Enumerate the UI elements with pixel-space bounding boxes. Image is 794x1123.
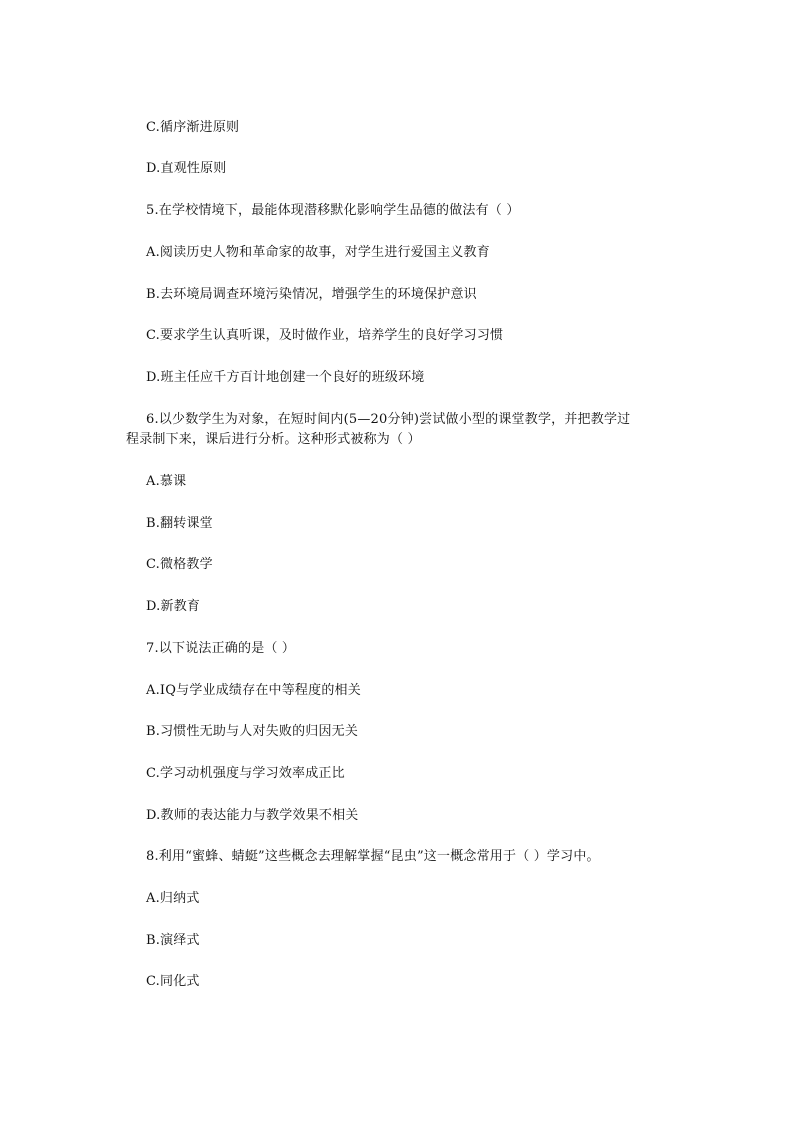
question-5: 5.在学校情境下，最能体现潜移默化影响学生品德的做法有（ ）: [146, 203, 520, 218]
option-q8-a: A.归纳式: [146, 891, 200, 906]
option-q8-c: C.同化式: [146, 974, 200, 989]
option-q4-c: C.循序渐进原则: [146, 120, 240, 135]
option-q8-b: B.演绎式: [146, 933, 200, 948]
question-6-line-2: 程录制下来，课后进行分析。这种形式被称为（ ）: [126, 432, 421, 447]
option-q7-b: B.习惯性无助与人对失败的归因无关: [146, 724, 359, 739]
option-q7-c: C.学习动机强度与学习效率成正比: [146, 766, 345, 781]
option-q6-d: D.新教育: [146, 599, 201, 614]
option-q5-a: A.阅读历史人物和革命家的故事，对学生进行爱国主义教育: [146, 245, 490, 260]
option-q4-d: D.直观性原则: [146, 161, 227, 176]
option-q5-b: B.去环境局调查环境污染情况，增强学生的环境保护意识: [146, 287, 477, 302]
question-7: 7.以下说法正确的是（ ）: [146, 641, 296, 656]
option-q5-c: C.要求学生认真听课，及时做作业，培养学生的良好学习习惯: [146, 328, 504, 343]
option-q6-a: A.慕课: [146, 474, 187, 489]
option-q7-d: D.教师的表达能力与教学效果不相关: [146, 808, 359, 823]
option-q6-b: B.翻转课堂: [146, 516, 213, 531]
option-q6-c: C.微格教学: [146, 557, 213, 572]
question-6-line-1: 6.以少数学生为对象，在短时间内(5—20分钟)尝试做小型的课堂教学，并把教学过: [146, 412, 631, 427]
option-q7-a: A.IQ与学业成绩存在中等程度的相关: [146, 683, 361, 698]
option-q5-d: D.班主任应千方百计地创建一个良好的班级环境: [146, 370, 425, 385]
question-8: 8.利用“蜜蜂、蜻蜓”这些概念去理解掌握“昆虫”这一概念常用于（ ）学习中。: [146, 849, 600, 864]
